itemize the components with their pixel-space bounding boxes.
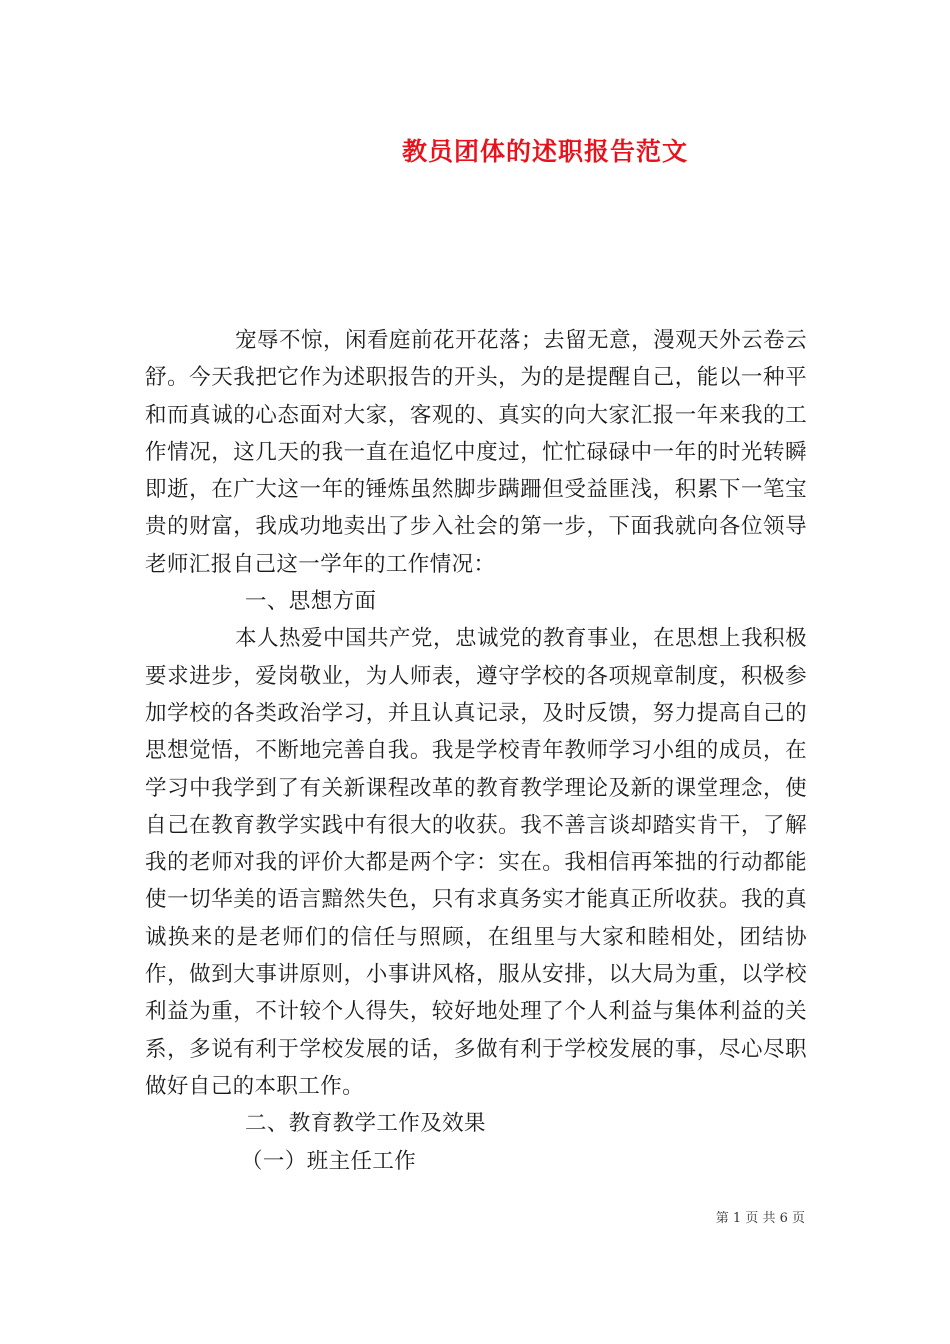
intro-paragraph: 宠辱不惊，闲看庭前花开花落；去留无意，漫观天外云卷云舒。今天我把它作为述职报告的开头，为的是提醒自己，能以一种平和而真诚的心态面对大家，客观的、真实的向大家汇报一年来我的工作情况，这几天的我一直在追忆中度过，忙忙碌碌中一年的时光转瞬即逝，在广大这一年的锤炼虽然脚步蹒跚但受益匪浅，积累下一笔宝贵的财富，我成功地卖出了步入社会的第一步，下面我就向各位领导老师汇报自己这一学年的工作情况： (145, 328, 807, 577)
section-heading-ideology: 一、思想方面 (245, 589, 377, 615)
page-number: 第 1 页 共 6 页 (715, 1211, 805, 1226)
subsection-heading-class-teacher: （一）班主任工作 (241, 1148, 417, 1174)
section-heading-teaching: 二、教育教学工作及效果 (245, 1111, 486, 1137)
document-title: 教员团体的述职报告范文 (401, 137, 688, 166)
ideology-paragraph: 本人热爱中国共产党，忠诚党的教育事业，在思想上我积极要求进步，爱岗敬业，为人师表，遵守学校的各项规章制度，积极参加学校的各类政治学习，并且认真记录，及时反馈，努力提高自己的思想觉悟，不断地完善自我。我是学校青年教师学习小组的成员，在学习中我学到了有关新课程改革的教育教学理论及新的课堂理念，使自己在教育教学实践中有很大的收获。我不善言谈却踏实肯干，了解我的老师对我的评价大都是两个字：实在。我相信再笨拙的行动都能使一切华美的语言黯然失色，只有求真务实才能真正所收获。我的真诚换来的是老师们的信任与照顾，在组里与大家和睦相处，团结协作，做到大事讲原则，小事讲风格，服从安排，以大局为重，以学校利益为重，不计较个人得失，较好地处理了个人利益与集体利益的关系，多说有利于学校发展的话，多做有利于学校发展的事，尽心尽职做好自己的本职工作。 (145, 626, 807, 1099)
document-body (145, 322, 807, 1180)
